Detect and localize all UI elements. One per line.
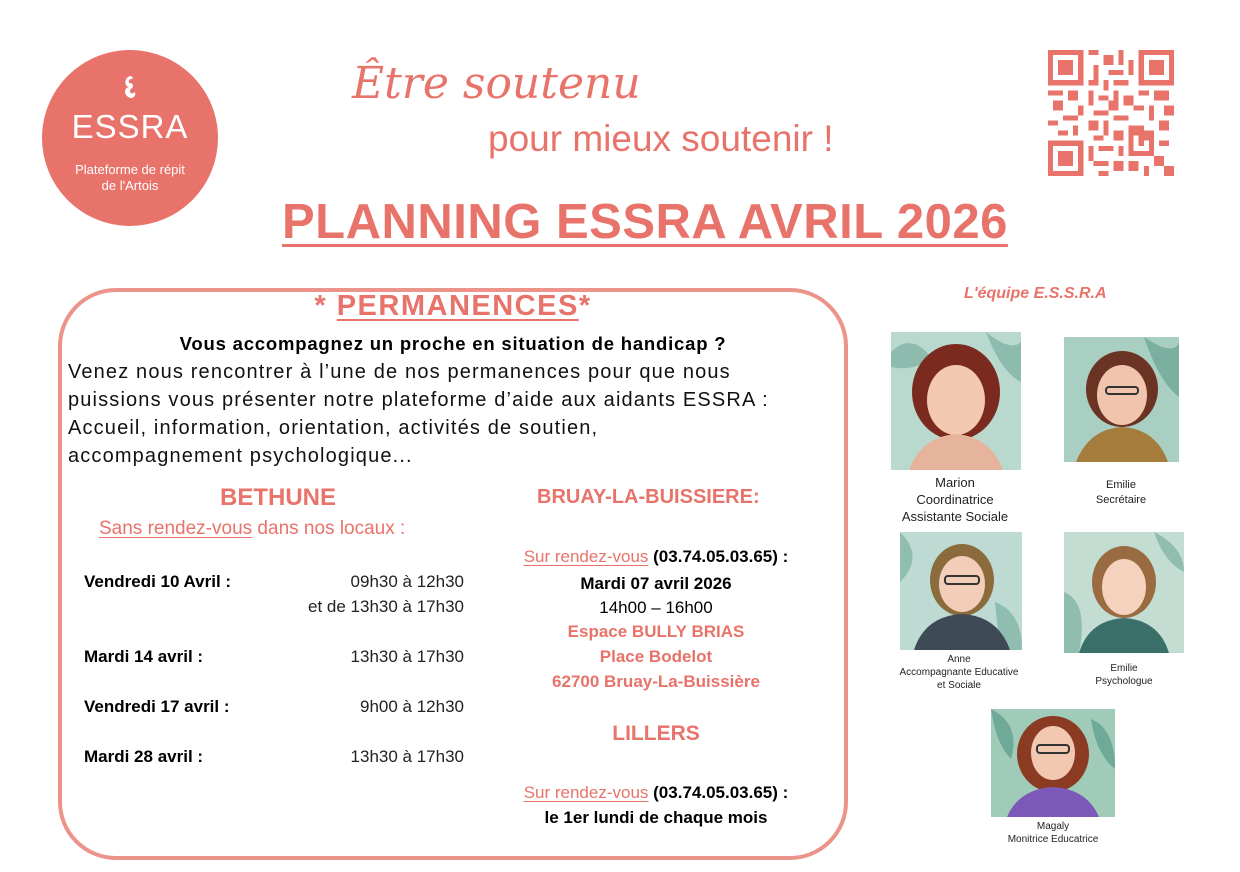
schedule-time: 09h30 à 12h30 [350, 572, 464, 591]
bethune-sub-underlined: Sans rendez-vous [99, 518, 253, 539]
schedule-row [84, 697, 464, 719]
team-photo-magaly [991, 709, 1115, 817]
team-caption-marion [880, 474, 1030, 525]
bruay-place-3: 62700 Bruay-La-Buissière [552, 672, 760, 691]
team-photo-emilie-secretaire [1064, 337, 1179, 462]
intro-line: Venez nous rencontrer à l’une de nos permanences pour que nous [68, 361, 731, 383]
schedule-row [84, 572, 464, 616]
member-name: Emilie [1106, 479, 1136, 491]
schedule-day: Mardi 14 avril : [84, 647, 204, 666]
team-photo-emilie-psychologue [1064, 532, 1184, 653]
schedule-time: 13h30 à 17h30 [350, 747, 464, 766]
bruay-heading: BRUAY-LA-BUISSIERE: [537, 486, 760, 508]
logo-tagline [42, 162, 218, 194]
portrait-magaly [991, 709, 1115, 817]
lillers-heading: LILLERS [612, 722, 700, 745]
intro-line: Accueil, information, orientation, activités de soutien, [68, 417, 599, 439]
member-name: Anne [947, 654, 971, 665]
essra-logo [42, 50, 218, 226]
slogan-line2: pour mieux soutenir ! [488, 118, 834, 159]
lillers-rdv-phone: (03.74.05.03.65) : [648, 783, 789, 802]
schedule-time: 9h00 à 12h30 [360, 697, 464, 716]
lillers-rdv-link[interactable]: Sur rendez-vous [523, 783, 649, 802]
portrait-emilie-secretaire [1064, 337, 1179, 462]
bethune-heading: BETHUNE [220, 484, 337, 511]
schedule-day: Vendredi 10 Avril : [84, 572, 232, 591]
member-role: Assistante Sociale [901, 509, 1009, 524]
member-role: Coordinatrice [916, 492, 994, 507]
team-caption-anne [882, 653, 1036, 692]
intro-line: accompagnement psychologique... [68, 445, 413, 467]
bethune-subheading [99, 518, 405, 540]
logo-tagline-line2: de l'Artois [101, 178, 159, 193]
bruay-rdv [490, 547, 822, 567]
bruay-rdv-link[interactable]: Sur rendez-vous [523, 547, 649, 566]
member-role: Monitrice Educatrice [1007, 834, 1099, 845]
permanences-title-word: PERMANENCES [336, 290, 579, 322]
logo-tagline-line1: Plateforme de répit [75, 162, 185, 177]
permanences-title-suffix: * [578, 290, 592, 322]
lillers-rdv [490, 783, 822, 803]
permanences-intro [68, 358, 844, 470]
member-role: et Sociale [937, 680, 981, 691]
logo-name: ESSRA [71, 108, 189, 145]
permanences-question: Vous accompagnez un proche en situation de handicap ? [179, 333, 727, 354]
schedule-row [84, 747, 464, 769]
member-name: Marion [935, 475, 975, 490]
schedule-row [84, 647, 464, 669]
page-title: PLANNING ESSRA AVRIL 2026 [282, 195, 1008, 249]
portrait-emilie-psychologue [1064, 532, 1184, 653]
schedule-day: Vendredi 17 avril : [84, 697, 230, 716]
bruay-place-2: Place Bodelot [599, 647, 713, 666]
lillers-schedule: le 1er lundi de chaque mois [544, 808, 768, 827]
slogan-line1: Être soutenu [352, 58, 641, 109]
team-photo-anne [900, 532, 1022, 650]
bethune-sub-rest: dans nos locaux : [252, 518, 406, 539]
team-caption-magaly [980, 820, 1126, 846]
intro-line: puissions vous présenter notre plateforme d’aide aux aidants ESSRA : [68, 389, 769, 411]
bruay-date: Mardi 07 avril 2026 [580, 574, 732, 593]
permanences-title [58, 290, 848, 323]
permanences-title-prefix: * [314, 290, 337, 322]
qr-code[interactable] [1048, 50, 1174, 176]
schedule-day: Mardi 28 avril : [84, 747, 204, 766]
portrait-marion [891, 332, 1021, 470]
bruay-place-1: Espace BULLY BRIAS [567, 622, 745, 641]
team-caption-emilie-psychologue [1060, 662, 1188, 688]
team-title: L'équipe E.S.S.R.A [964, 285, 1107, 302]
member-name: Emilie [1110, 663, 1138, 674]
schedule-time-extra: et de 13h30 à 17h30 [308, 597, 464, 616]
member-name: Magaly [1036, 821, 1070, 832]
member-role: Accompagnante Educative [899, 667, 1019, 678]
portrait-anne [900, 532, 1022, 650]
team-photo-marion [891, 332, 1021, 470]
team-caption-emilie-secretaire [1060, 478, 1182, 508]
butterfly-icon [120, 74, 140, 100]
schedule-time: 13h30 à 17h30 [350, 647, 464, 666]
bruay-hours: 14h00 – 16h00 [599, 598, 713, 617]
member-role: Psychologue [1095, 676, 1153, 687]
bruay-rdv-phone: (03.74.05.03.65) : [648, 547, 789, 566]
member-role: Secrétaire [1095, 494, 1147, 506]
